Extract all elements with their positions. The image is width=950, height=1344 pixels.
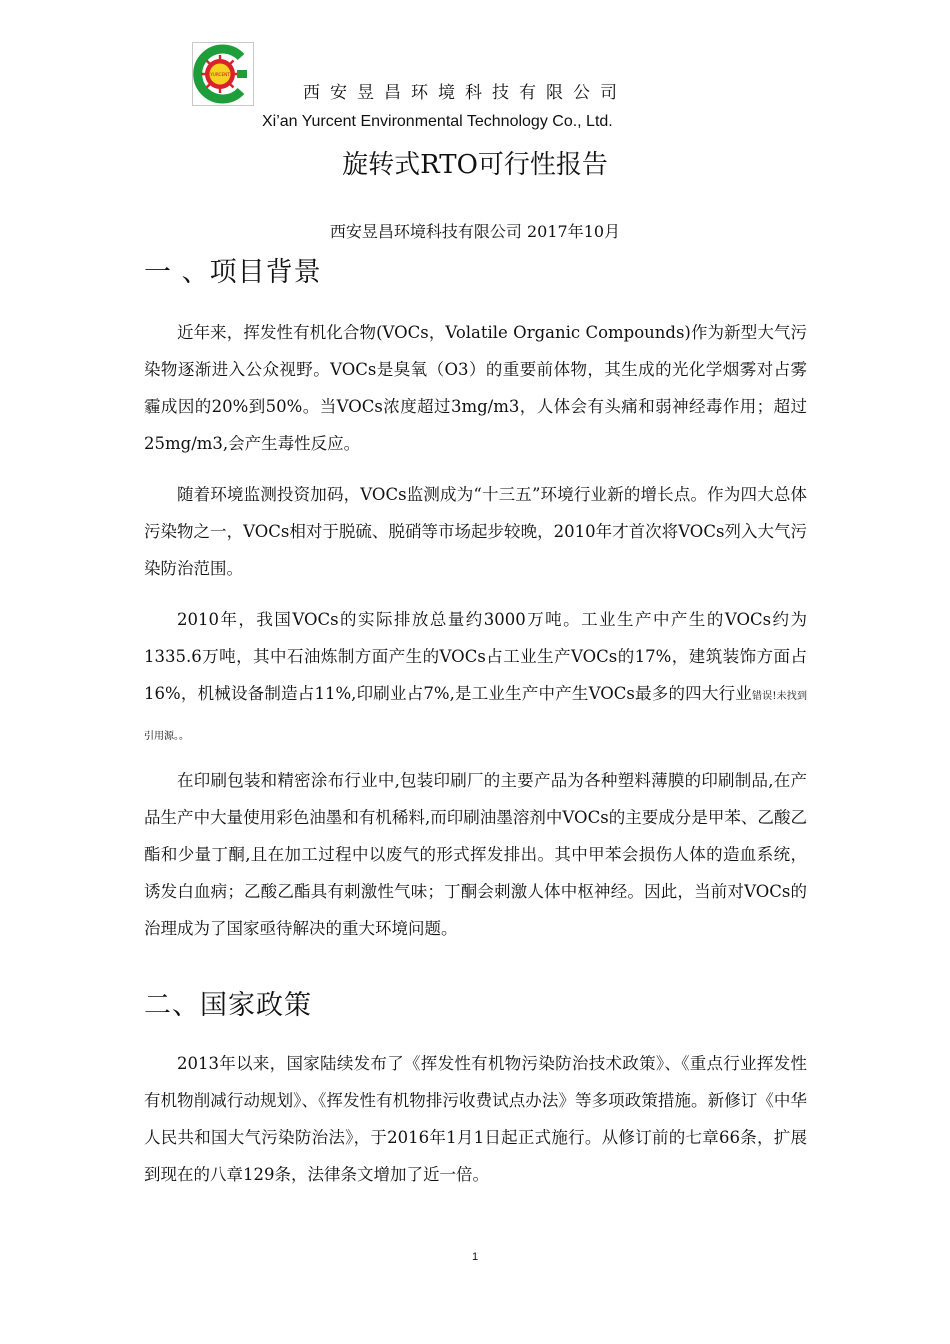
document-subtitle: 西安昱昌环境科技有限公司 2017年10月 bbox=[329, 222, 621, 241]
logo-graphic bbox=[193, 43, 253, 105]
company-name-cn: 西安昱昌环境科技有限公司 bbox=[303, 83, 627, 103]
reference-error-note: 错误!未找到引用源。 bbox=[144, 691, 807, 742]
company-name-en: Xi’an Yurcent Environmental Technology Co., Ltd. bbox=[262, 113, 613, 130]
company-logo bbox=[192, 42, 254, 106]
paragraph-text: 2010年，我国VOCs的实际排放总量约3000万吨。工业生产中产生的VOCs约为1335.6万吨，其中石油炼制方面产生的VOCs占工业生产VOCs的17%，建筑装饰方面占16%，机械设备制造占11%,印刷业占7%,是工业生产中产生VOCs最多的四大行业 bbox=[144, 610, 807, 703]
section-heading: 一 、项目背景 bbox=[144, 257, 322, 288]
page-number: 1 bbox=[471, 1251, 479, 1263]
paragraph bbox=[144, 601, 807, 755]
section-heading: 二、国家政策 bbox=[144, 990, 312, 1021]
paragraph: 近年来，挥发性有机化合物(VOCs，Volatile Organic Compounds)作为新型大气污染物逐渐进入公众视野。VOCs是臭氧（O3）的重要前体物，其生成的光化学烟雾对占雾霾成因的20%到50%。当VOCs浓度超过3mg/m3，人体会有头痛和弱神经毒作用；超过25mg/m3,会产生毒性反应。 bbox=[144, 323, 807, 453]
paragraph: 2013年以来，国家陆续发布了《挥发性有机物污染防治技术政策》、《重点行业挥发性有机物削减行动规划》、《挥发性有机物排污收费试点办法》等多项政策措施。新修订《中华人民共和国大气污染防治法》，于2016年1月1日起正式施行。从修订前的七章66条，扩展到现在的八章129条，法律条文增加了近一倍。 bbox=[144, 1054, 807, 1184]
paragraph: 随着环境监测投资加码，VOCs监测成为“十三五”环境行业新的增长点。作为四大总体污染物之一，VOCs相对于脱硫、脱硝等市场起步较晚，2010年才首次将VOCs列入大气污染防治范围。 bbox=[144, 485, 807, 578]
logo-text: YURCENT bbox=[210, 72, 230, 77]
document-title: 旋转式RTO可行性报告 bbox=[342, 150, 608, 180]
note-suffix: 。 bbox=[179, 731, 189, 742]
paragraph: 在印刷包装和精密涂布行业中,包装印刷厂的主要产品为各种塑料薄膜的印刷制品,在产品生产中大量使用彩色油墨和有机稀料,而印刷油墨溶剂中VOCs的主要成分是甲苯、乙酸乙酯和少量丁酮,且在加工过程中以废气的形式挥发排出。其中甲苯会损伤人体的造血系统，诱发白血病；乙酸乙酯具有刺激性气味；丁酮会刺激人体中枢神经。因此，当前对VOCs的治理成为了国家亟待解决的重大环境问题。 bbox=[144, 771, 807, 938]
